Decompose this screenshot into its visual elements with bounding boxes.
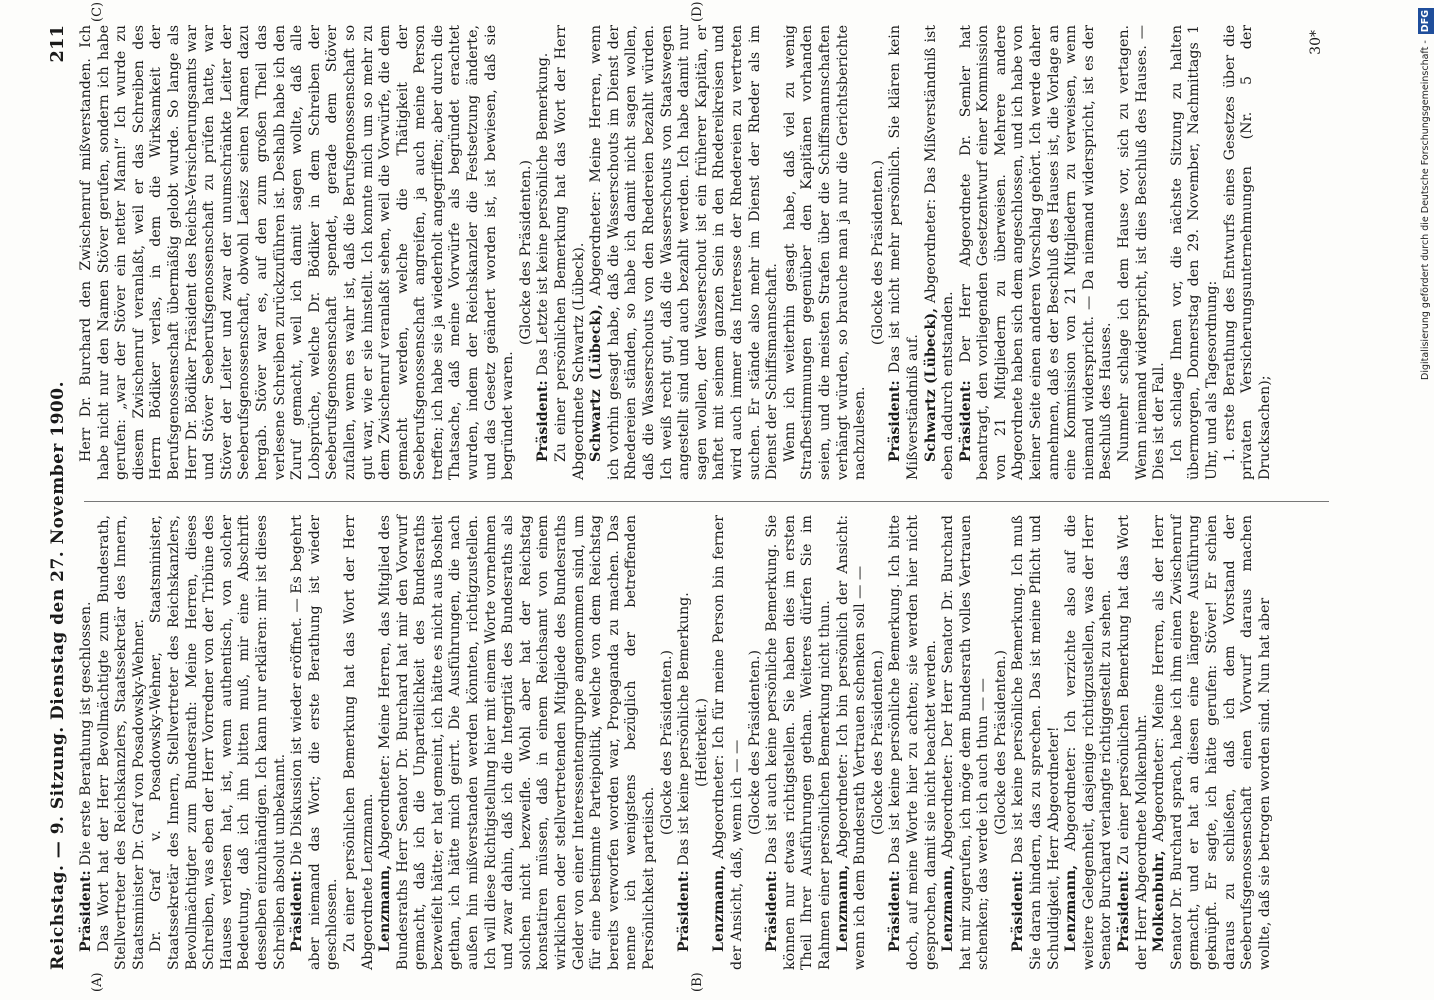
speech-paragraph [887,515,940,970]
digitization-credit [1418,0,1434,1000]
speech-paragraph [1116,25,1169,480]
stage-direction [870,25,888,480]
section-marker-b: (B) [690,972,705,992]
paragraph-text: 1. erste Berathung des Entwurfs eines Gesetzes über die privaten Versicherungsunternehmungen (Nr. 5 der Drucksachen); [1221,25,1273,480]
speaker-name: Präsident: [887,380,904,462]
paragraph-text: Abgeordneter: Der Herr Senator Dr. Burchard hat mir zugerufen, ich möge dem Bundesrath volles Vertrauen schenken; das werde ich auch thun — — [940,515,992,970]
speaker-name: Schwartz (Lübeck), [922,307,939,462]
speech-paragraph [553,25,588,480]
paragraph-text: Zu einer persönlichen Bemerkung hat das Wort der Herr Abgeordnete Lenzmann. [341,515,376,970]
speech-paragraph [923,25,958,480]
speech-paragraph [958,25,1116,480]
speech-paragraph [78,515,96,970]
speech-paragraph [1222,25,1275,480]
speech-paragraph [1169,25,1222,480]
paragraph-text: Das ist keine persönliche Bemerkung. Ich muß Sie daran hindern, das zu sprechen. Das ist meine Pflicht und Schuldigkeit, Herr Abgeordneter! [1010,514,1062,970]
speech-paragraph [1010,515,1063,970]
speech-paragraph [1116,515,1151,970]
speaker-name: Lenzmann, [377,864,394,952]
paragraph-text: Abgeordneter: Ich bin persönlich der Ansicht: wenn ich dem Bundesrath Vertrauen schenken soll — — [834,515,869,970]
paragraph-text: (Glocke des Präsidenten.) [658,649,675,836]
speaker-name: Lenzmann, [834,864,851,952]
paragraph-text: Das ist nicht mehr persönlich. Sie klären kein Mißverständniß auf. [887,25,921,480]
paragraph-text: Abgeordneter: Ich verzichte also auf die weitere Gelegenheit, dasjenige richtigzustellen, was der Herr Senator Burchard verlangte richtiggestellt zu sehen. [1063,515,1115,970]
speech-paragraph [1151,515,1274,970]
stage-direction [518,25,536,480]
speech-paragraph [148,515,289,970]
stage-direction [993,515,1011,970]
right-column [78,25,1274,480]
paragraph-text: Dr. Graf v. Posadowsky-Wehner, Staatsminister, Staatssekretär des Innern, Stellvertreter des Reichskanzlers, Bevollmächtigter zum Bundesrath: Meine Herren, dieses Schreiben, was eben der Herr Vorredner von der Tribüne des Hauses verlesen hat, ist, wenn authentisch, von solcher Bedeutung, daß ich ihn bitten muß, mir eine Abschrift desselben einzuhändigen. Ich kann nur erklären: mir ist dieses Schreiben absolut unbekannt. [148,515,288,970]
credit-text: Digitalisierung gefördert durch die Deutsche Forschungsgemeinschaft - [1420,40,1431,380]
speaker-name: Lenzmann, [1063,864,1080,952]
paragraph-text: Zu einer persönlichen Bemerkung hat das Wort der Herr Abgeordnete Schwartz (Lübeck). [553,25,587,480]
paragraph-text: Abgeordneter: Meine Herren, wenn ich vorhin gesagt habe, daß die Wasserschouts im Dienst der Rhedereien ständen, so habe ich damit nicht sagen wollen, daß die Wasserschouts von den Rhedereien bezahlt würden. Ich weiß recht gut, daß die Wasserschouts von Staatswegen angestellt sind und auch bezahlt werden. Ich habe damit nur sagen wollen, der Wasserschout ist ein früherer Kapitän, er haftet mit seinem ganzen Sein in den Rhedereikreisen und wird auch immer das Interesse der Rhedereien zu vertreten suchen. Er stände also mehr im Dienst der Rheder als im Dienst der Schiffsmannschaft. [588,24,781,480]
paragraph-text: Zu einer persönlichen Bemerkung hat das Wort der Herr Abgeordnete Molkenbuhr. [1116,515,1150,970]
speaker-name: Präsident: [1010,870,1027,952]
paragraph-text: Nunmehr schlage ich dem Hause vor, sich zu vertagen. Wenn niemand widerspricht, ist dies Beschluß des Hauses. — Dies ist der Fall. [1116,25,1168,480]
speaker-name: Molkenbuhr, [1151,850,1168,952]
paragraph-text: Das ist auch keine persönliche Bemerkung. Sie können nur etwas richtigstellen. Sie haben dies im ersten Theil Ihrer Ausführungen gethan. Weiteres dürfen Sie im Rahmen einer persönlichen Bemerkung nicht thun. [764,515,833,970]
paragraph-text: (Heiterkeit.) [693,698,710,787]
speech-paragraph [1063,515,1116,970]
paragraph-text: Abgeordneter: Ich für meine Person bin ferner der Ansicht, daß, wenn ich — — [711,515,745,970]
paragraph-text: Ich schlage Ihnen vor, die nächste Sitzung zu halten übermorgen, Donnerstag den 29. November, Nachmittags 1 Uhr, und als Tagesordnung: [1168,25,1220,480]
speech-paragraph [342,515,377,970]
paragraph-text: Abgeordneter: Das Mißverständniß ist eben dadurch entstanden. [922,25,957,480]
speaker-name: Präsident: [289,870,306,952]
stage-direction [747,515,765,970]
paragraph-text: Das ist keine persönliche Bemerkung. Ich bitte doch, auf meine Worte hier zu achten; sie werden hier nicht gesprochen, damit sie nicht beachtet werden. [887,515,939,970]
page-number: 211 [47,25,68,63]
paragraph-text: (Glocke des Präsidenten.) [517,159,534,346]
speech-paragraph [377,515,659,970]
dfg-logo: DFG [1418,8,1434,34]
paragraph-text: Abgeordneter: Meine Herren, als der Herr Senator Dr. Burchard sprach, habe ich ihm einen Zwischenruf gemacht, und er hat an diesen eine längere Ausführung geknüpft. Er sagte, ich hätte gerufen: Stöver! Er schien daraus zu schließen, daß ich dem Vorstand der Seeberufsgenossenschaft einen Vorwurf daraus machen wollte, daß sie betrogen worden sind. Nun hat aber [1151,515,1273,970]
paragraph-text: Das ist keine persönliche Bemerkung. [676,592,693,866]
stage-direction [659,515,677,970]
paragraph-text: Wenn ich weiterhin gesagt habe, daß viel zu wenig Strafbestimmungen gegenüber den Kapitänen vorhanden seien, und die meisten Strafen über die Schiffsmannschaften verhängt würden, so brauche man ja nur die Gerichtsberichte nachzulesen. [781,25,869,480]
speech-paragraph [940,515,993,970]
speech-paragraph [96,515,149,970]
speech-paragraph [78,25,518,480]
paragraph-text: (Glocke des Präsidenten.) [869,159,886,346]
paragraph-text: (Glocke des Präsidenten.) [869,649,886,836]
speaker-name: Lenzmann, [711,864,728,952]
speech-paragraph [764,515,834,970]
paragraph-text: Das Wort hat der Herr Bevollmächtigte zum Bundesrath, Stellvertreter des Reichskanzlers, Staatssekretär des Innern, Staatsminister Dr. Graf von Posadowsky-Wehner. [95,515,147,970]
speech-paragraph [535,25,553,480]
column-divider [84,501,1329,502]
paragraph-text: (Glocke des Präsidenten.) [992,649,1009,836]
speaker-name: Präsident: [676,870,693,952]
stage-direction [870,515,888,970]
speech-paragraph [289,515,342,970]
paragraph-text: Das Letzte ist keine persönliche Bemerkung. [535,52,552,376]
paragraph-text: Abgeordneter: Meine Herren, das Mitglied des Bundesraths Herr Senator Dr. Burchard hat mir den Vorwurf gemacht, daß ich die Unparteilichkeit des Bundesraths bezweifelt hätte; er hat gemeint, ich hätte es nicht aus Bosheit gethan, ich hätte mich geirrt. Die Ausführungen, die nach außen hin mißverstanden werden könnten, richtigzustellen. Ich will diese Richtigstellung hier mit einem Worte vornehmen und zwar dahin, daß ich die Integrität des Bundesraths als solchen nicht bezweifle. Wohl aber hat der Reichstag konstatiren müssen, daß in einem Reichsamt von einem wirklichen oder stellvertretenden Mitgliede des Bundesraths Gelder von einer Interessentengruppe angenommen sind, um für eine bestimmte Parteipolitik, welche von dem Reichstag bereits verworfen worden war, Propaganda zu machen. Das nenne ich wenigstens bezüglich der betreffenden Persönlichkeit parteiisch. [377,515,657,970]
stage-direction [694,515,712,970]
speaker-name: Präsident: [764,870,781,952]
paragraph-text: Die erste Berathung ist geschlossen. [78,601,94,866]
running-head: Reichstag. — 9. Sitzung. Dienstag den 27. November 1900. [48,380,68,970]
speaker-name: Präsident: [535,380,552,462]
speaker-name: Präsident: [1116,870,1133,952]
speech-paragraph [676,515,694,970]
speech-paragraph [782,25,870,480]
speaker-name: Schwartz (Lübeck), [588,304,605,462]
speech-paragraph [711,515,746,970]
speaker-name: Präsident: [78,870,94,952]
speech-paragraph [887,25,922,480]
paragraph-text: (Glocke des Präsidenten.) [746,649,763,836]
section-marker-a: (A) [90,972,105,992]
paragraph-text: Die Diskussion ist wieder eröffnet. — Es begehrt aber niemand das Wort; die erste Berathung ist wieder geschlossen. [289,514,341,970]
speaker-name: Präsident: [957,380,974,462]
speech-paragraph [835,515,870,970]
section-marker-d: (D) [690,1,705,22]
left-column [78,515,1274,970]
speaker-name: Präsident: [887,870,904,952]
signature-mark: 30* [1308,30,1324,55]
paragraph-text: Herr Dr. Burchard den Zwischenruf mißverstanden. Ich habe nicht nur den Namen Stöver gerufen, sondern ich habe gerufen: „war der Stöver ein netter Mann!“ Ich wurde zu diesem Zwischenruf veranlaßt, weil er das Schreiben des Herrn Bödiker verlas, in dem die Wirksamkeit der Berufsgenossenschaft übermäßig gelobt wurde. So lange als Herr Dr. Bödiker Präsident des Reichs-Versicherungsamts war und Stöver Seeberufsgenossenschaft zu prüfen hatte, war Stöver der Leiter und zwar der unumschränkte Leiter der Seeberufsgenossenschaft, obwohl Laeisz seinen Namen dazu hergab. Stöver war es, auf den zum großen Theil das verlesene Schreiben zurückzuführen ist. Deshalb habe ich den Zuruf gemacht, weil ich damit sagen wollte, daß alle Lobsprüche, welche Dr. Bödiker in dem Schreiben der Seeberufsgenossenschaft spendet, gerade dem Stöver zufallen, wenn es wahr ist, daß die Berufsgenossenschaft so gut war, wie er sie hinstellt. Ich konnte mich um so mehr zu dem Zwischenruf veranlaßt sehen, weil die Vorwürfe, die dem gemacht werden, welche die Thätigkeit der Seeberufsgenossenschaft angreifen, ja auch meine Person treffen; ich habe sie ja wiederholt angegriffen; aber durch die Thatsache, daß meine Vorwürfe als begründet erachtet wurden, indem der Reichskanzler die Festsetzung änderte, und das Gesetz geändert worden ist, ist bewiesen, daß sie begründet waren. [78,25,517,480]
page-header [28,25,68,970]
paragraph-text: Der Herr Abgeordnete Dr. Semler hat beantragt, den vorliegenden Gesetzentwurf einer Kommission von 21 Mitgliedern zu überweisen. Mehrere andere Abgeordnete haben sich dem angeschlossen, und ich habe von keiner Seite einen anderen Vorschlag gehört. Ich werde daher annehmen, daß es der Beschluß des Hauses ist, die Vorlage an eine Kommission von 21 Mitgliedern zu verweisen, wenn niemand widerspricht. — Da niemand widerspricht, ist es der Beschluß des Hauses. [957,25,1115,480]
speaker-name: Lenzmann, [940,864,957,952]
section-marker-c: (C) [90,1,105,22]
speech-paragraph [588,25,782,480]
